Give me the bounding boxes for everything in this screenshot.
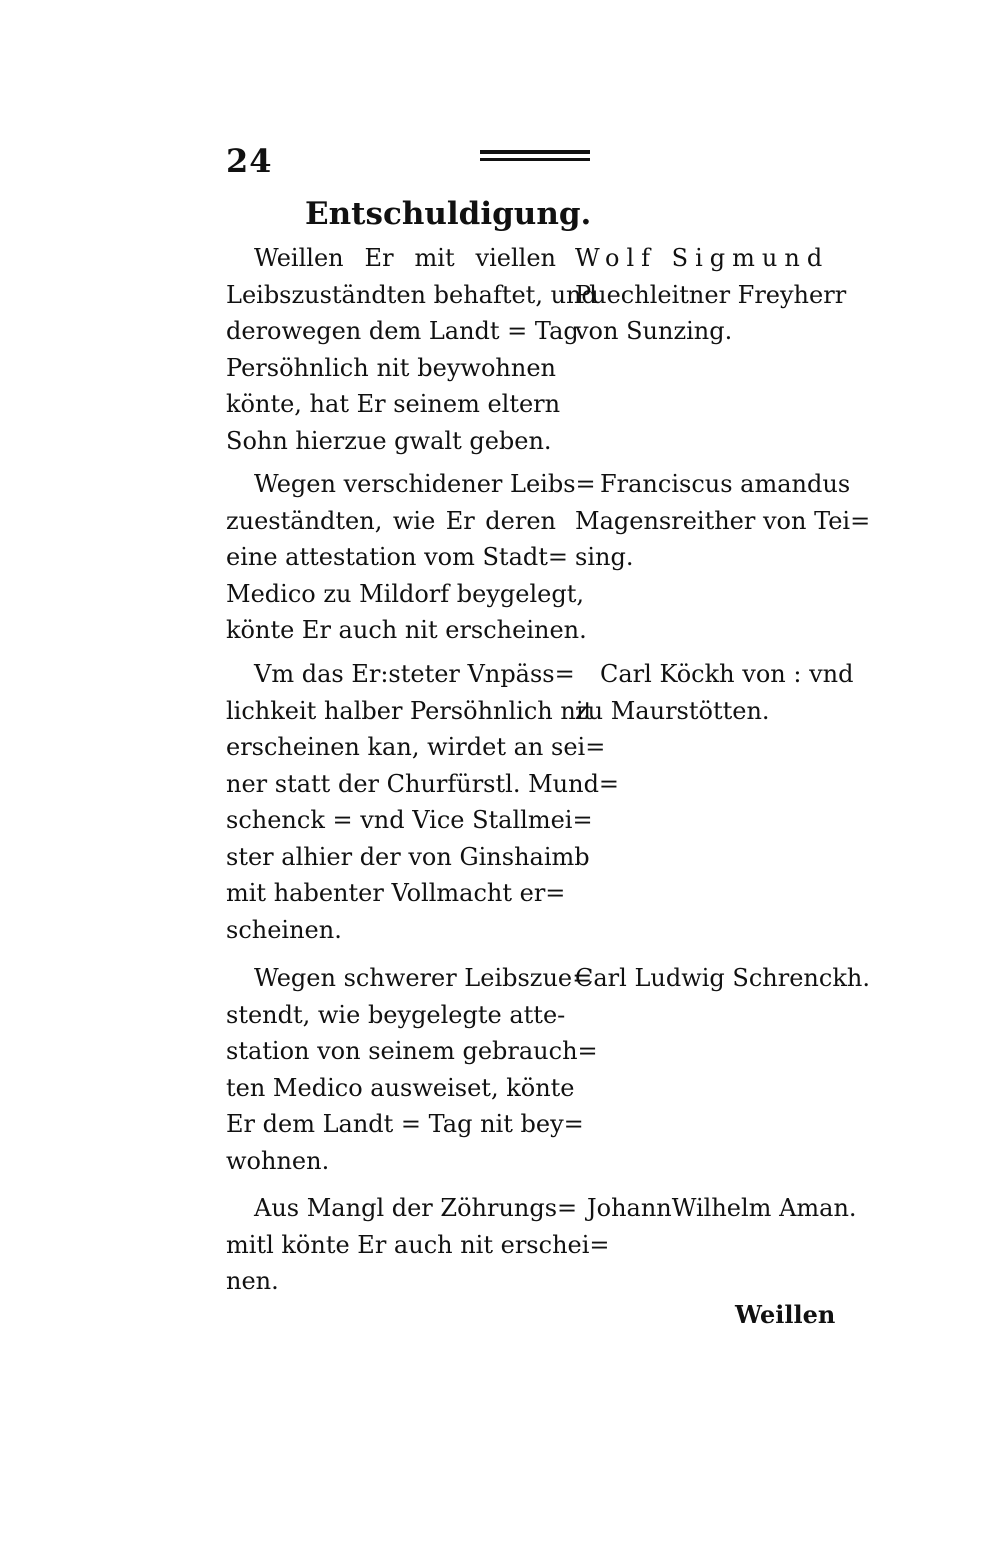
reason-line: könte Er auch nit erscheinen.: [226, 616, 587, 644]
name-line: JohannWilhelm Aman.: [587, 1194, 857, 1222]
reason-line: erscheinen kan, wirdet an sei=: [226, 733, 606, 761]
reason-line: zueständten, wie Er deren: [226, 506, 556, 535]
reason-line: Wegen verschidener Leibs=: [254, 470, 596, 498]
excused-person: [575, 960, 870, 997]
reason-line: mitl könte Er auch nit erschei=: [226, 1230, 610, 1259]
excused-person: [575, 1190, 857, 1227]
name-line: Magensreither von Tei=: [575, 506, 871, 535]
reason-line: schenck = vnd Vice Stallmei=: [226, 806, 593, 834]
name-line: Wolf Sigmund: [575, 244, 830, 272]
page-number: 24: [226, 142, 273, 180]
name-line: Franciscus amandus: [600, 470, 851, 498]
reason-line: station von seinem gebrauch=: [226, 1037, 598, 1065]
page-title: Entschuldigung.: [305, 196, 592, 232]
reason-line: nen.: [226, 1267, 279, 1295]
excuse-reason: [226, 960, 598, 1179]
reason-line: Wegen schwerer Leibszue=: [254, 964, 593, 992]
excuse-reason: [226, 656, 620, 948]
reason-line: ten Medico ausweiset, könte: [226, 1073, 575, 1102]
name-line: Puechleitner Freyherr: [575, 280, 847, 309]
reason-line: Persöhnlich nit beywohnen: [226, 353, 556, 382]
excused-person: [575, 240, 850, 350]
reason-line: derowegen dem Landt = Tag: [226, 317, 579, 345]
excuse-reason: [226, 1190, 610, 1300]
name-line: sing.: [575, 543, 634, 571]
header-rule: [480, 150, 590, 165]
name-line: von Sunzing.: [575, 317, 733, 345]
reason-line: scheinen.: [226, 915, 342, 944]
reason-line: ster alhier der von Ginshaimb: [226, 842, 590, 871]
reason-line: ner statt der Churfürstl. Mund=: [226, 769, 620, 798]
reason-line: Sohn hierzue gwalt geben.: [226, 426, 552, 455]
catchword: Weillen: [735, 1300, 836, 1329]
reason-line: wohnen.: [226, 1146, 330, 1175]
reason-line: könte, hat Er seinem eltern: [226, 390, 561, 418]
reason-line: lichkeit halber Persöhnlich nit: [226, 696, 594, 725]
reason-line: Leibszuständten behaftet, und: [226, 280, 597, 309]
reason-line: eine attestation vom Stadt=: [226, 543, 568, 571]
reason-line: Vm das Er:steter Vnpäss=: [254, 660, 575, 688]
reason-line: Weillen Er mit viellen: [254, 244, 556, 272]
reason-line: Medico zu Mildorf beygelegt,: [226, 579, 584, 608]
name-line: Carl Ludwig Schrenckh.: [575, 964, 870, 992]
excuse-reason: [226, 466, 596, 649]
reason-line: Er dem Landt = Tag nit bey=: [226, 1110, 584, 1138]
name-line: Carl Köckh von : vnd: [600, 660, 854, 688]
excuse-reason: [226, 240, 597, 459]
excused-person: [575, 656, 854, 729]
name-line: zu Maurstötten.: [575, 696, 770, 725]
reason-line: Aus Mangl der Zöhrungs=: [254, 1194, 578, 1222]
reason-line: mit habenter Vollmacht er=: [226, 879, 566, 907]
excused-person: [575, 466, 871, 576]
reason-line: stendt, wie beygelegte atte-: [226, 1000, 566, 1029]
